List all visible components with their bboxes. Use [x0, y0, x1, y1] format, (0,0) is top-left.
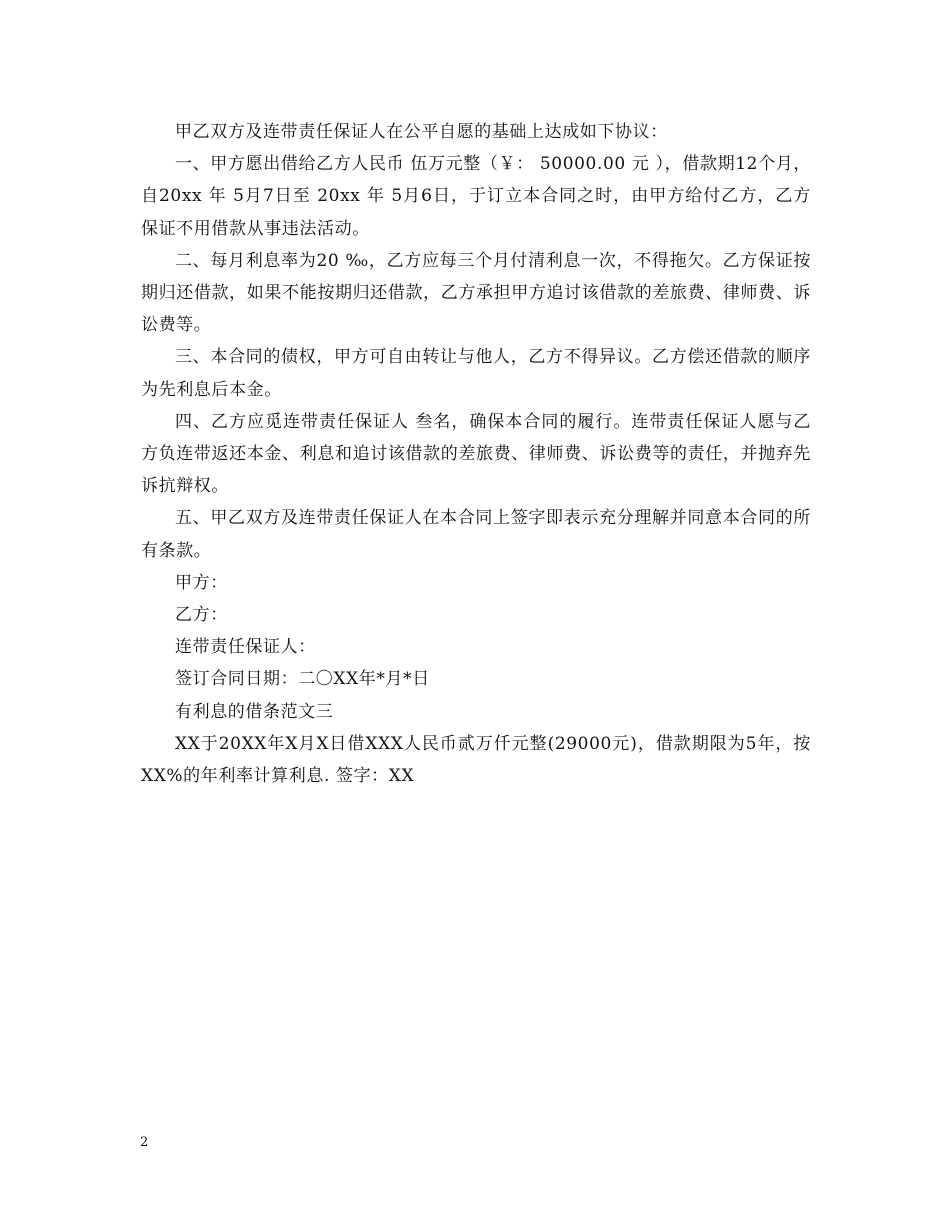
party-a-signature-line: 甲方： — [175, 572, 228, 593]
clause-two-paragraph: 二、每月利息率为20 ‰，乙方应每三个月付清利息一次，不得拖欠。乙方保证按期归还借款，如果不能按期归还借款，乙方承担甲方追讨该借款的差旅费、律师费、诉讼费等。 — [141, 250, 811, 336]
clause-three-paragraph: 三、本合同的债权，甲方可自由转让与他人，乙方不得异议。乙方偿还借款的顺序为先利息后本金。 — [141, 347, 811, 400]
document-body — [141, 116, 811, 792]
iou-sample-paragraph: XX于20XX年X月X日借XXX人民币贰万仟元整(29000元)，借款期限为5年，按XX%的年利率计算利息. 签字：XX — [141, 733, 811, 787]
section-heading: 有利息的借条范文三 — [175, 701, 334, 722]
intro-paragraph: 甲乙双方及连带责任保证人在公平自愿的基础上达成如下协议： — [175, 122, 668, 142]
party-b-signature-line: 乙方： — [175, 605, 228, 626]
clause-four-paragraph: 四、乙方应觅连带责任保证人 叁名，确保本合同的履行。连带责任保证人愿与乙方负连带返还本金、利息和追讨该借款的差旅费、律师费、诉讼费等的责任，并抛弃先诉抗辩权。 — [141, 411, 811, 497]
contract-date-line: 签订合同日期：二〇XX年*月*日 — [175, 669, 430, 690]
clause-one-paragraph: 一、甲方愿出借给乙方人民币 伍万元整（￥： 50000.00 元 ），借款期12个月，自20xx 年 5月7日至 20xx 年 5月6日，于订立本合同之时，由甲方给付乙方，乙方保证不用借款从事违法活动。 — [141, 154, 811, 239]
page-number: 2 — [140, 1135, 149, 1150]
clause-five-paragraph: 五、甲乙双方及连带责任保证人在本合同上签字即表示充分理解并同意本合同的所有条款。 — [141, 508, 811, 561]
guarantor-signature-line: 连带责任保证人： — [175, 637, 316, 658]
